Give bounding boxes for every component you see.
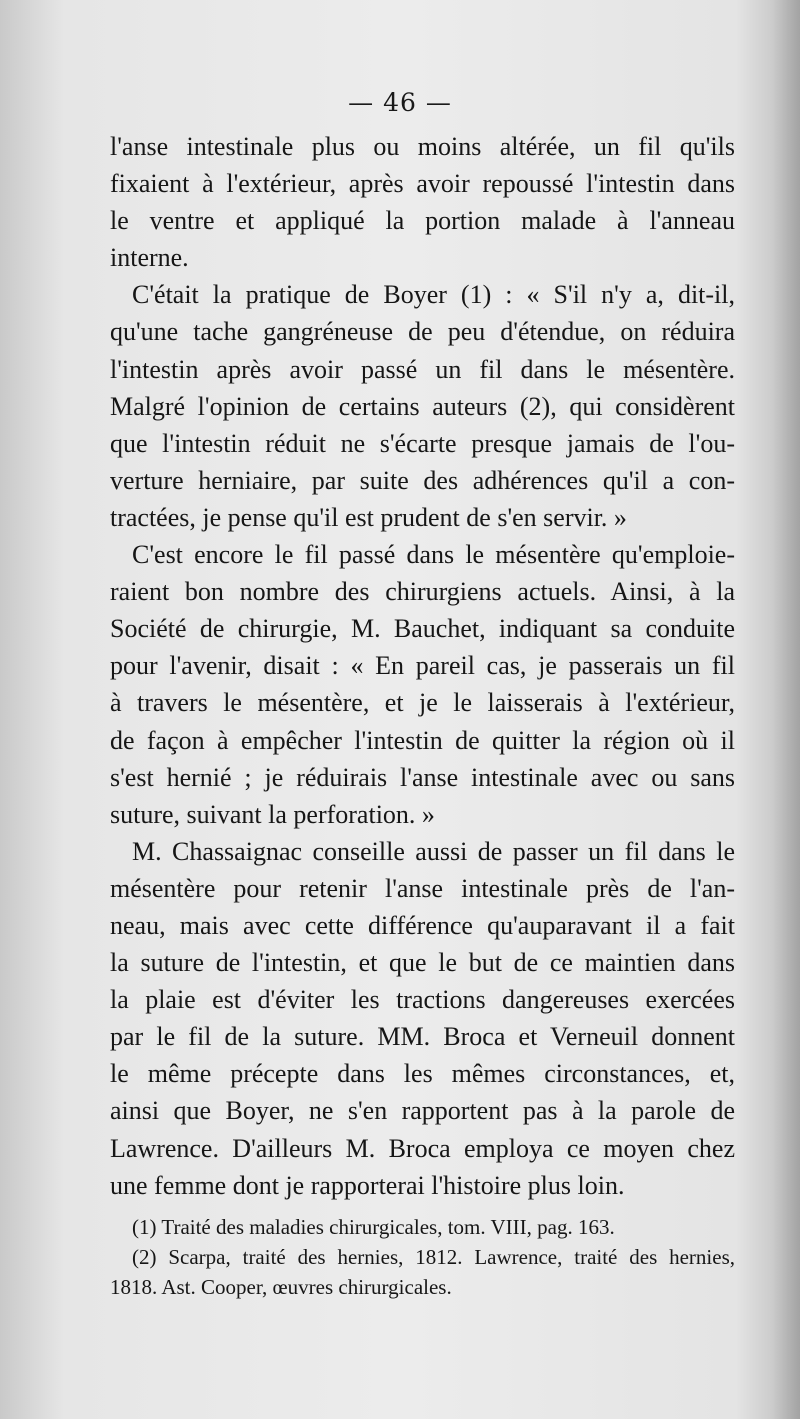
text-line: verture herniaire, par suite des adhérences qu'il a con- xyxy=(110,465,735,495)
footnote-2: (2) Scarpa, traité des hernies, 1812. Lawrence, traité des hernies, xyxy=(132,1245,735,1269)
text-line: s'est hernié ; je réduirais l'anse intestinale avec ou sans xyxy=(110,762,735,792)
text-line: la plaie est d'éviter les tractions dangereuses exercées xyxy=(110,985,735,1015)
text-line: une femme dont je rapporterai l'histoire plus loin. xyxy=(110,1170,625,1200)
text-line: l'intestin après avoir passé un fil dans le mésentère. xyxy=(110,354,735,384)
body-text xyxy=(110,128,735,1204)
text-line: tractées, je pense qu'il est prudent de s'en servir. » xyxy=(110,502,627,532)
page-number: — 46 — xyxy=(348,88,452,117)
text-line: ainsi que Boyer, ne s'en rapportent pas à la parole de xyxy=(110,1096,735,1126)
text-line: mésentère pour retenir l'anse intestinale près de l'an- xyxy=(110,873,735,903)
text-line: C'est encore le fil passé dans le mésentère qu'emploie- xyxy=(132,540,735,570)
text-line: suture, suivant la perforation. » xyxy=(110,799,435,829)
text-line: de façon à empêcher l'intestin de quitter la région où il xyxy=(110,725,735,755)
text-line: Malgré l'opinion de certains auteurs (2), qui considèrent xyxy=(110,391,735,421)
text-line: raient bon nombre des chirurgiens actuels. Ainsi, à la xyxy=(110,577,735,607)
text-line: M. Chassaignac conseille aussi de passer un fil dans le xyxy=(132,836,735,866)
footnotes xyxy=(110,1212,735,1302)
text-line: l'anse intestinale plus ou moins altérée, un fil qu'ils xyxy=(110,132,735,161)
footnote-2-continuation: 1818. Ast. Cooper, œuvres chirurgicales. xyxy=(110,1275,452,1299)
footnote-1: (1) Traité des maladies chirurgicales, tom. VIII, pag. 163. xyxy=(132,1215,615,1239)
text-line: neau, mais avec cette différence qu'auparavant il a fait xyxy=(110,910,735,940)
text-line: interne. xyxy=(110,243,189,273)
text-line: Lawrence. D'ailleurs M. Broca employa ce moyen chez xyxy=(110,1133,735,1163)
text-line: que l'intestin réduit ne s'écarte presque jamais de l'ou- xyxy=(110,428,735,458)
text-line: pour l'avenir, disait : « En pareil cas, je passerais un fil xyxy=(110,651,735,681)
text-line: C'était la pratique de Boyer (1) : « S'il n'y a, dit-il, xyxy=(132,280,735,310)
text-line: le ventre et appliqué la portion malade à l'anneau xyxy=(110,206,735,236)
text-line: qu'une tache gangréneuse de peu d'étendue, on réduira xyxy=(110,317,735,347)
page-edge-shadow xyxy=(772,0,800,1419)
text-line: le même précepte dans les mêmes circonstances, et, xyxy=(110,1059,735,1089)
text-line: la suture de l'intestin, et que le but de ce maintien dans xyxy=(110,948,735,978)
text-line: à travers le mésentère, et je le laisserais à l'extérieur, xyxy=(110,688,735,718)
text-line: par le fil de la suture. MM. Broca et Verneuil donnent xyxy=(110,1022,735,1052)
text-line: fixaient à l'extérieur, après avoir repoussé l'intestin dans xyxy=(110,169,735,199)
text-line: Société de chirurgie, M. Bauchet, indiquant sa conduite xyxy=(110,614,735,644)
